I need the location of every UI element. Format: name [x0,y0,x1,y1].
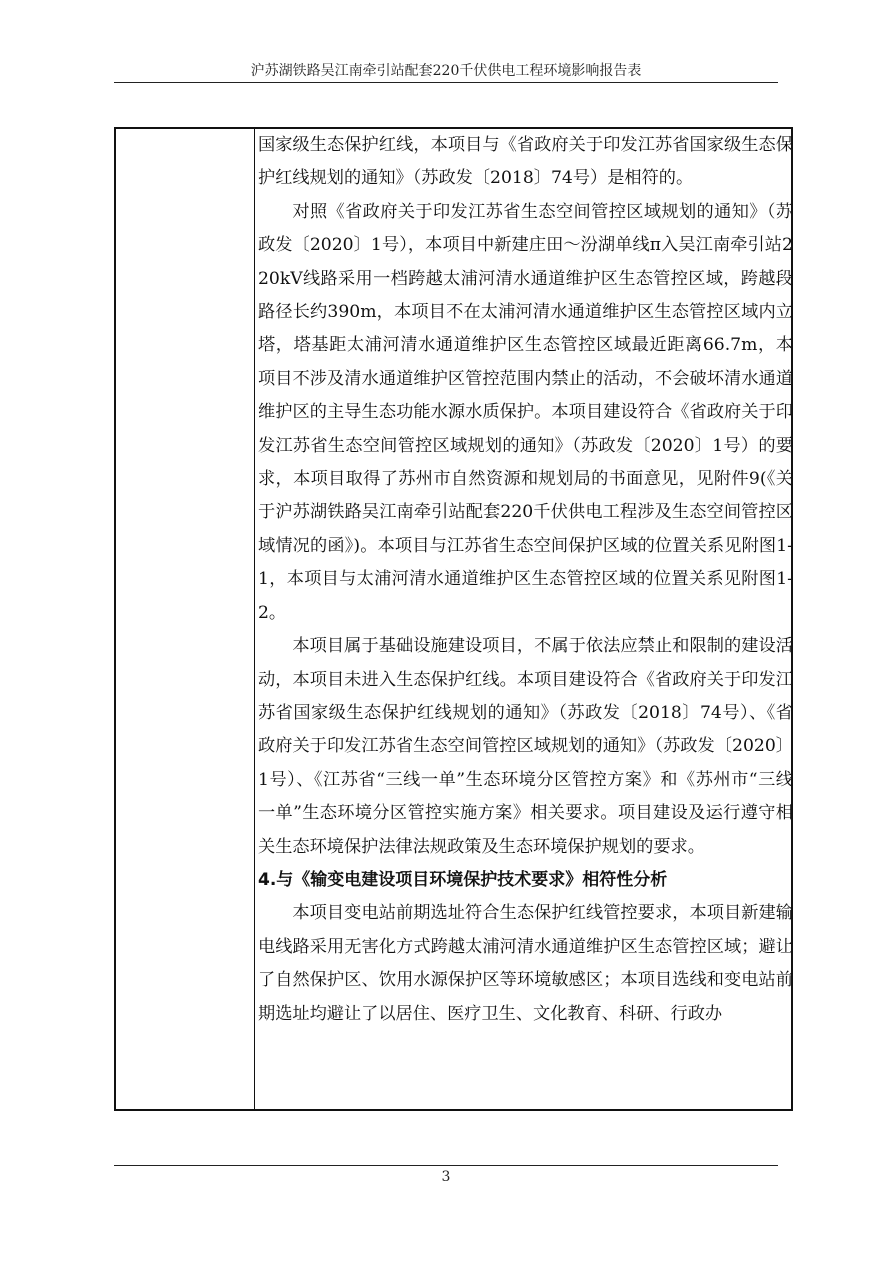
paragraph-infrastructure-conformity: 本项目属于基础设施建设项目，不属于依法应禁止和限制的建设活动，本项目未进入生态保护红线。本项目建设符合《省政府关于印发江苏省国家级生态保护红线规划的通知》（苏政发〔2018〕74号）、《省政府关于印发江苏省生态空间管控区域规划的通知》（苏政发〔2020〕1号）、《江苏省“三线一单”生态环境分区管控方案》和《苏州市“三线一单”生态环境分区管控实施方案》相关要求。项目建设及运行遵守相关生态环境保护法律法规政策及生态环境保护规划的要求。 [258,636,793,857]
document-header-title: 沪苏湖铁路吴江南牵引站配套220千伏供电工程环境影响报告表 [250,63,642,79]
paragraph-red-line-conformity: 国家级生态保护红线，本项目与《省政府关于印发江苏省国家级生态保护红线规划的通知》（苏政发〔2018〕74号）是相符的。 [258,135,793,189]
page-number: 3 [441,1169,451,1185]
content-table [114,127,793,1111]
paragraph-ecological-control-area: 对照《省政府关于印发江苏省生态空间管控区域规划的通知》（苏政发〔2020〕1号），本项目中新建庄田～汾湖单线π入吴江南牵引站220kV线路采用一档跨越太浦河清水通道维护区生态管控区域，跨越段路径长约390m，本项目不在太浦河清水通道维护区生态管控区域内立塔，塔基距太浦河清水通道维护区生态管控区域最近距离66.7m，本项目不涉及清水通道维护区管控范围内禁止的活动，不会破坏清水通道维护区的主导生态功能水源水质保护。本项目建设符合《省政府关于印发江苏省生态空间管控区域规划的通知》（苏政发〔2020〕1号）的要求，本项目取得了苏州市自然资源和规划局的书面意见，见附件9(《关于沪苏湖铁路吴江南牵引站配套220千伏供电工程涉及生态空间管控区域情况的函》)。本项目与江苏省生态空间保护区域的位置关系见附图1-1，本项目与太浦河清水通道维护区生态管控区域的位置关系见附图1-2。 [258,201,793,623]
table-left-column [116,129,255,1109]
paragraph-technical-requirements: 本项目变电站前期选址符合生态保护红线管控要求，本项目新建输电线路采用无害化方式跨越太浦河清水通道维护区生态管控区域；避让了自然保护区、饮用水源保护区等环境敏感区；本项目选线和变电站前期选址均避让了以居住、医疗卫生、文化教育、科研、行政办 [258,903,793,1024]
section-heading: 4.与《输变电建设项目环境保护技术要求》相符性分析 [258,869,668,890]
header-divider [114,82,778,83]
table-content-cell [258,129,793,1031]
footer-divider [114,1165,778,1166]
